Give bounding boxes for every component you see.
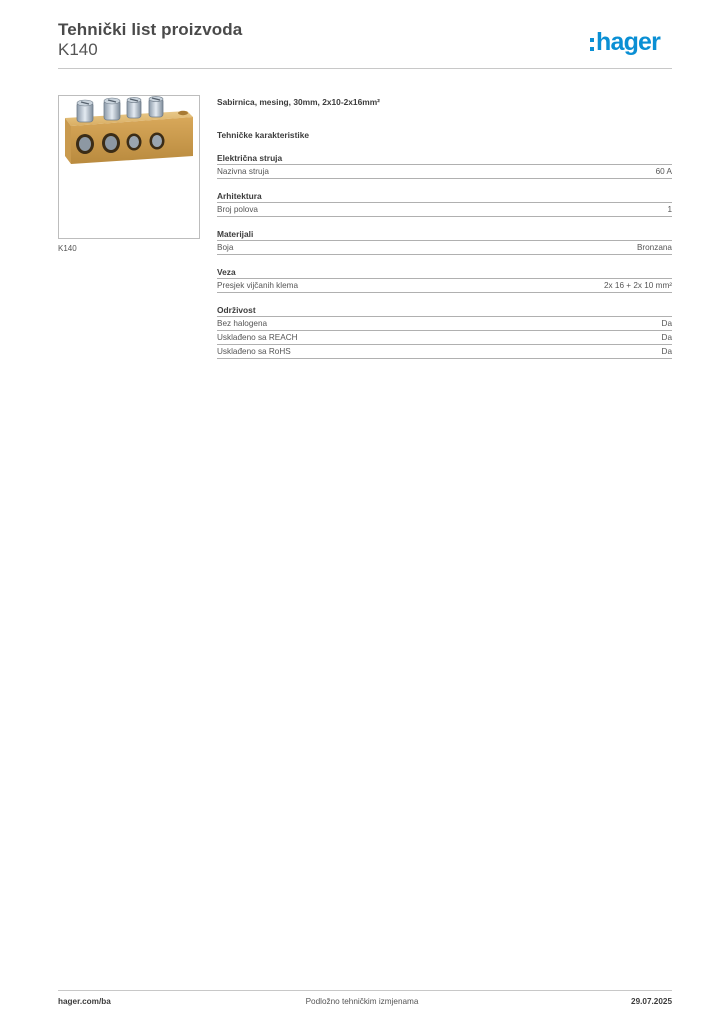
logo-text: hager [596, 27, 661, 56]
spec-label: Bez halogena [217, 319, 268, 328]
spec-value: Da [661, 319, 672, 328]
footer-website: hager.com/ba [58, 997, 111, 1006]
spec-label: Broj polova [217, 205, 258, 214]
image-caption: K140 [58, 244, 77, 253]
group-title-connection: Veza [217, 267, 236, 277]
product-code: K140 [58, 40, 98, 59]
spec-row [217, 330, 672, 344]
spec-label: Boja [217, 243, 234, 252]
product-description: Sabirnica, mesing, 30mm, 2x10-2x16mm² [217, 97, 380, 107]
spec-row [217, 344, 672, 359]
logo-dots-icon [590, 38, 594, 51]
spec-row [217, 316, 672, 330]
spec-row [217, 202, 672, 217]
spec-label: Presjek vijčanih klema [217, 281, 298, 290]
footer-notice: Podložno tehničkim izmjenama [305, 997, 419, 1006]
section-heading: Tehničke karakteristike [217, 130, 310, 140]
spec-value: 1 [667, 205, 672, 214]
spec-value: 2x 16 + 2x 10 mm² [603, 281, 672, 290]
spec-value: Da [661, 333, 672, 342]
group-title-architecture: Arhitektura [217, 191, 262, 201]
spec-value: Da [661, 347, 672, 356]
spec-row [217, 240, 672, 255]
spec-row [217, 164, 672, 179]
spec-label: Nazivna struja [217, 167, 269, 176]
group-title-electrical: Električna struja [217, 153, 283, 163]
page-title: Tehnički list proizvoda [58, 20, 243, 39]
group-title-materials: Materijali [217, 229, 254, 239]
hager-logo [590, 27, 660, 57]
product-details [217, 95, 672, 359]
footer-date: 29.07.2025 [631, 997, 672, 1006]
spec-label: Usklađeno sa RoHS [217, 347, 291, 356]
spec-value: Bronzana [636, 243, 672, 252]
footer-divider [58, 990, 672, 991]
header-divider [58, 68, 672, 69]
group-title-sustainability: Održivost [217, 305, 256, 315]
spec-value: 60 A [655, 167, 672, 176]
spec-row [217, 278, 672, 293]
spec-label: Usklađeno sa REACH [217, 333, 298, 342]
brass-busbar-terminal-image [58, 95, 200, 239]
